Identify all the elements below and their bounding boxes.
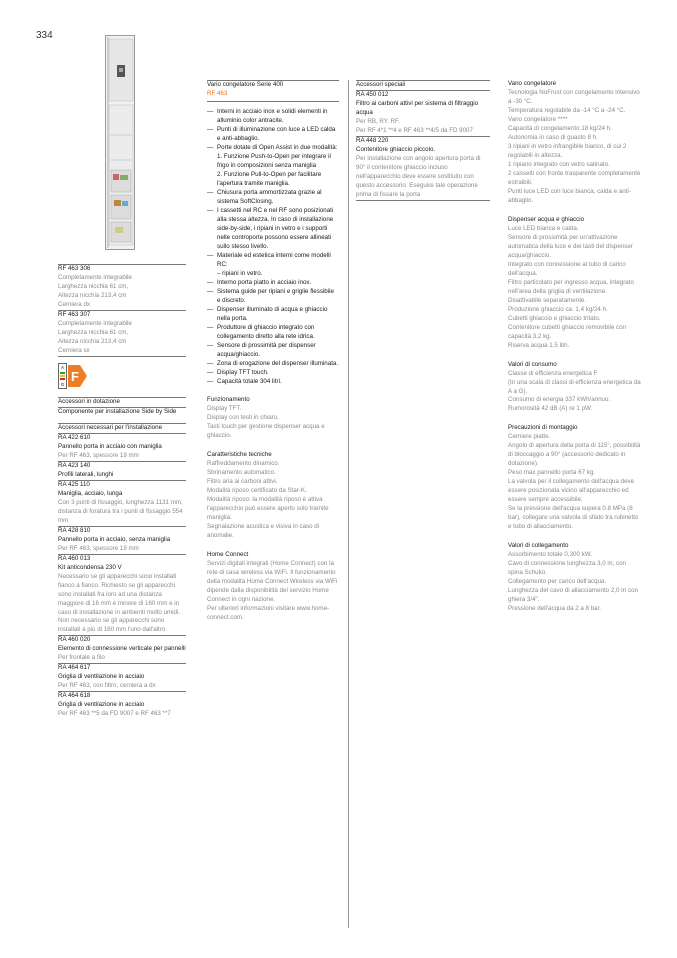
column-special-accessories: [356, 80, 490, 201]
page-number: 334: [36, 30, 53, 41]
product-code: RF 463 306: [58, 265, 91, 272]
product-title: Vario congelatore Serie 400: [207, 80, 339, 90]
accessory-item: [58, 461, 186, 480]
column-product-features: [207, 80, 339, 623]
product-line: Cerniera dx: [58, 300, 90, 308]
accessory-item: [58, 554, 186, 636]
product-variant: [58, 264, 186, 310]
accessory-note: Per frontale a filo: [58, 654, 105, 662]
product-variant: [58, 310, 186, 356]
section-caratteristiche: [207, 451, 339, 541]
feature-text: Interno porta piatto in acciaio inox.: [217, 278, 312, 286]
feature-text: Dispenser illuminato di acqua e ghiaccio nella porta.: [217, 305, 328, 322]
section-text: Cerniere piatte. Angolo di apertura della porta di 115°, possibilità di bloccaggio a 90° (accessorio dedicato in dotazione). Peso max pannello porta 67 kg. La valvola per il collegamento dell'acqua deve essere posizionata vicino all'apparecchio ed essere sempre accessibile. Se la pressione dell'acqua supera 0.8 MPa (8 bar), collegare una valvola di sfiato tra rubinetto e tubo di allacciamento.: [508, 433, 641, 531]
bullet-dash: [207, 153, 217, 171]
accessory-name: Profili laterali, lunghi: [58, 470, 114, 478]
section-title: Precauzioni di montaggio: [508, 424, 578, 432]
feature-item: [207, 270, 339, 279]
accessory-note: Per RB, RY, RF. Per RF 4*1 **4 e RF 463 **4/5 da FD 9007: [356, 117, 473, 134]
special-accessories-title: Accessori speciali: [356, 80, 490, 90]
feature-text: Sistema guide per ripiani e griglie flessibile e discreto.: [217, 287, 334, 304]
accessory-name: Filtro ai carboni attivi per sistema di filtraggio acqua: [356, 99, 479, 116]
accessory-name: Griglia di ventilazione in acciaio: [58, 673, 145, 681]
accessory-code: RA 423 140: [58, 461, 91, 469]
bullet-dash: —: [207, 278, 214, 286]
feature-item: [207, 279, 339, 288]
accessory-name: Pannello porta in acciaio con maniglia: [58, 442, 162, 450]
energy-class-letter: F: [71, 368, 79, 384]
accessory-code: RA 425 110: [58, 480, 90, 488]
bullet-dash: [207, 270, 217, 279]
feature-text: Porte dotate di Open Assist in due modalità:: [217, 143, 338, 151]
accessory-item: [58, 691, 186, 719]
special-accessory: [356, 136, 490, 200]
feature-text: Produttore di ghiaccio integrato con collegamento diretto alla rete idrica.: [217, 323, 315, 340]
energy-label: [58, 363, 186, 389]
section-title: Dispenser acqua e ghiaccio: [508, 215, 585, 223]
feature-item: [207, 378, 339, 387]
bullet-dash: —: [207, 368, 214, 376]
feature-text: Chiusura porta ammortizzata grazie al sistema SoftClosing.: [217, 188, 322, 205]
bullet-dash: —: [207, 125, 214, 133]
accessory-note: Per RF 463, spessore 19 mm: [58, 544, 139, 552]
section-precauzioni: [508, 424, 642, 532]
column-product-specs: [58, 264, 186, 719]
section-title: Valori di consumo: [508, 360, 557, 368]
accessory-name: Kit anticondensa 230 V: [58, 563, 122, 571]
feature-text: Materiale ed estetica interni come modelli RC:: [217, 251, 331, 268]
feature-item: [207, 189, 339, 207]
accessory-note: Per RF 463, con filtro, cerniera a dx: [58, 682, 156, 690]
feature-text: Zona di erogazione del dispenser illuminata.: [217, 359, 339, 367]
feature-item: [207, 171, 339, 189]
accessory-item: [58, 526, 186, 554]
feature-item: [207, 324, 339, 342]
bullet-dash: —: [207, 359, 214, 367]
accessory-code: RA 460 020: [58, 636, 91, 644]
accessory-item: [58, 635, 186, 663]
accessory-item: [58, 480, 186, 526]
accessory-name: Griglia di ventilazione in acciaio: [58, 701, 145, 709]
energy-scale-top: A: [60, 364, 65, 370]
freezer-product-image: [105, 35, 135, 250]
section-title: Funzionamento: [207, 396, 250, 404]
bullet-dash: —: [207, 206, 214, 214]
product-line: Larghezza nicchia 61 cm,: [58, 328, 129, 336]
feature-text: Interni in acciaio inox e solidi elementi in alluminio color antracite.: [217, 107, 328, 124]
accessory-note: Necessario se gli apparecchi sono installati fianco a fianco. Richiesto se gli apparecchi sono installati fra loro ad una distanza maggiore di 16 mm e minore di 160 mm e in caso di installazione in ambienti molto umidi. Non necessario se gli apparecchi sono installati a più di 160 mm l'uno dall'altro: [58, 572, 181, 634]
section-text: Luce LED bianca e calda. Sensore di prossimità per un'attivazione automatica della luce e dei tasti del dispenser acqua/ghiaccio. Integrato con connessione al tubo di carico dell'acqua. Filtro particolato per ingresso acqua, integrato nell'area della griglia di ventilazione. Disattivabile separatamente. Produzione ghiaccio ca. 1,4 kg/24 h. Cubetti ghiaccio e ghiaccio tritato. Contenitore cubetti ghiaccio removibile con capacità 3,2 kg. Riserva acqua 1,5 litri.: [508, 224, 634, 349]
section-title: Caratteristiche tecniche: [207, 451, 272, 459]
feature-text: 2. Funzione Pull-to-Open per facilitare l'apertura tramite maniglia.: [217, 170, 322, 187]
accessory-item: [58, 663, 186, 691]
accessori-dotazione-text: Componente per installazione Side by Side: [58, 407, 186, 417]
product-line: Completamente integrabile: [58, 319, 132, 327]
feature-text: I cassetti nel RC e nel RF sono posizionati alla stessa altezza. In caso di installazione side-by-side, i ripiani in vetro e i supporti nelle controporte possono essere allineati sullo stesso livello.: [217, 206, 334, 250]
feature-text: Sensore di prossimità per dispenser acqua/ghiaccio.: [217, 341, 316, 358]
accessori-dotazione-title: Accessori in dotazione: [58, 397, 186, 407]
product-line: Completamente integrabile: [58, 273, 132, 281]
accessory-name: Contenitore ghiaccio piccolo.: [356, 145, 436, 153]
accessory-name: Maniglia, acciaio, lunga: [58, 489, 123, 497]
feature-text: – ripiani in vetro.: [217, 269, 263, 277]
accessory-name: Pannello porta in acciaio, senza maniglia: [58, 535, 171, 543]
feature-item: [207, 342, 339, 360]
feature-text: Punti di illuminazione con luce a LED calda e anti-abbaglio.: [217, 125, 336, 142]
product-line: Larghezza nicchia 61 cm,: [58, 282, 129, 290]
accessory-code: RA 450 012: [356, 90, 389, 98]
bullet-dash: —: [207, 377, 214, 385]
feature-text: Display TFT touch.: [217, 368, 269, 376]
feature-item: [207, 153, 339, 171]
accessori-necessari-title: Accessori necessari per l'installazione: [58, 423, 186, 433]
section-title: Valori di collegamento: [508, 542, 569, 550]
section-valori-consumo: [508, 361, 642, 415]
accessory-name: Elemento di connessione verticale per pannelli: [58, 645, 186, 653]
feature-item: [207, 288, 339, 306]
energy-class-icon: [58, 363, 88, 389]
feature-item: [207, 126, 339, 144]
feature-list: [207, 108, 339, 387]
feature-item: [207, 108, 339, 126]
accessory-code: RA 422 610: [58, 433, 91, 441]
accessory-code: RA 460 013: [58, 554, 91, 562]
bullet-dash: —: [207, 188, 214, 196]
column-divider: [348, 80, 349, 928]
section-dispenser: [508, 216, 642, 351]
section-text: Assorbimento totale 0,300 kW. Cavo di connessione lunghezza 3,0 m, con spina Schuko. Collegamento per carico dell'acqua. Lunghezza del cavo di allacciamento 2,0 m con ghiera 3/4". Pressione dell'acqua da 2 a 8 bar.: [508, 551, 639, 613]
feature-item: [207, 360, 339, 369]
bullet-dash: [207, 171, 217, 189]
accessory-note: Con 3 punti di fissaggio, lunghezza 1131 mm, distanza di foratura tra i punti di fissaggio 554 mm: [58, 498, 183, 524]
section-text: Raffreddamento dinamico. Sbrinamento automatico. Filtro aria ai carboni attivi. Modalità riposo certificato da Star-K. Modalità riposo: la modalità riposo è attiva l'apparecchio può essere aperto solo tramite maniglia. Segnalazione acustica e visiva in caso di anomalie.: [207, 460, 329, 540]
section-text: Classe di efficienza energetica F (In una scala di classi di efficienza energetica da A a G). Consumo di energia 337 kWh/annuo. Rumorosità 42 dB (A) re 1 pW.: [508, 369, 641, 413]
feature-text: 1. Funzione Push-to-Open per integrare il frigo in composizioni senza maniglia: [217, 152, 331, 169]
product-model: RF 463: [207, 89, 228, 97]
accessory-list: [58, 433, 186, 720]
product-line: Cerniera sx: [58, 346, 90, 354]
accessory-code: RA 464 617: [58, 664, 91, 672]
section-home-connect: [207, 551, 339, 623]
accessory-code: RA 428 810: [58, 526, 91, 534]
bullet-dash: —: [207, 143, 214, 151]
section-vano-congelatore: [508, 80, 642, 206]
section-text: Tecnologia NoFrost con congelamento intensivo a -30 °C. Temperatura regolabile da -14 °C a -24 °C. Vano congelatore **** Capacità di congelamento 18 kg/24 h. Autonomia in caso di guasto 8 h. 3 ripiani in vetro infrangibile bianco, di cui 2 regolabili in altezza. 1 ripiano integrato con vetro satinato. 2 cassetti con fronte trasparente completamente estraibili. Punti luce LED con luce bianca, calda e anti-abbaglio.: [508, 88, 641, 204]
product-line: Altezza nicchia 213,4 cm: [58, 337, 127, 345]
section-title: Home Connect: [207, 551, 249, 559]
feature-item: [207, 369, 339, 378]
product-code: RF 463 307: [58, 310, 91, 318]
product-line: Altezza nicchia 213,4 cm: [58, 291, 127, 299]
bullet-dash: —: [207, 305, 214, 313]
bullet-dash: —: [207, 323, 214, 331]
feature-text: Capacità totale 304 litri.: [217, 377, 282, 385]
feature-item: [207, 144, 339, 153]
section-text: Display TFT. Display con testi in chiaro. Tasti touch per gestione dispenser acqua e ghiaccio.: [207, 405, 325, 440]
accessory-item: [58, 433, 186, 461]
section-title: Vano congelatore: [508, 80, 557, 87]
feature-item: [207, 306, 339, 324]
accessory-note: Per installazione con angolo apertura porta di 90° il contenitore ghiaccio incluso nell'apparecchio deve essere sostituito con questo accessorio. Eseguire tale operazione prima di fissare la porta: [356, 154, 481, 198]
section-valori-collegamento: [508, 542, 642, 614]
accessory-note: Per RF 463, spessore 19 mm: [58, 451, 139, 459]
energy-scale-bottom: G: [60, 381, 65, 387]
section-text: Servizi digitali integrati (Home Connect) con la rete di casa wireless via WiFi. Il funzionamento della modalità Home Connect Wireless via WiFi dipende dalla disponibilità del servizio Home Connect in ogni nazione. Per ulteriori informazioni visitare www.home-connect.com.: [207, 560, 338, 622]
accessory-note: Per RF 463 **5 da FD 9007 e RF 463 **7: [58, 710, 171, 718]
bullet-dash: —: [207, 251, 214, 259]
accessory-code: RA 448 220: [356, 136, 389, 144]
bullet-dash: —: [207, 287, 214, 295]
bullet-dash: —: [207, 341, 214, 349]
special-accessory: [356, 90, 490, 136]
feature-item: [207, 207, 339, 252]
accessory-code: RA 464 618: [58, 692, 91, 700]
bullet-dash: —: [207, 107, 214, 115]
section-funzionamento: [207, 396, 339, 441]
feature-item: [207, 252, 339, 270]
column-technical-details: [508, 80, 642, 614]
